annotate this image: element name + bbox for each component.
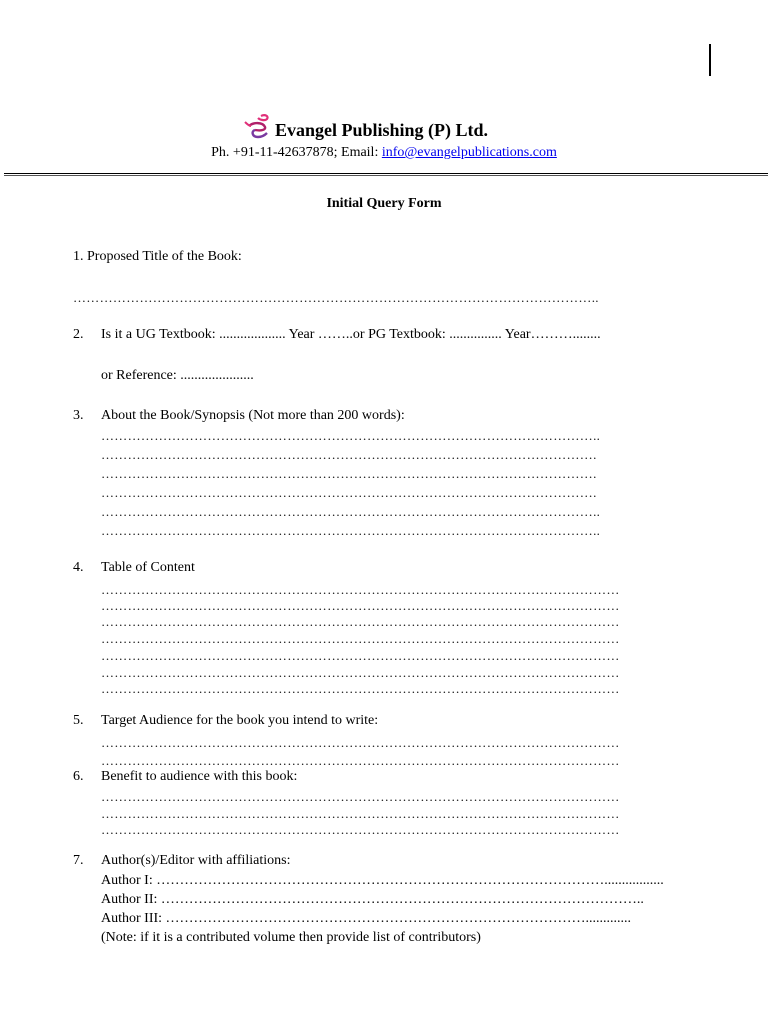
- q5-number: 5.: [73, 713, 84, 728]
- q6-number: 6.: [73, 769, 84, 784]
- q3-answer-line[interactable]: ………………………………………………………………………………………………….: [101, 485, 597, 500]
- q4-number: 4.: [73, 560, 84, 575]
- author-2-line[interactable]: Author II: …………………………………………………………………………………………..: [101, 892, 644, 907]
- header-divider-secondary: [4, 175, 768, 176]
- q4-answer-line[interactable]: ………………………………………………………………………………………………………: [101, 598, 620, 613]
- email-link[interactable]: info@evangelpublications.com: [381, 145, 557, 160]
- phone-text: Ph. +91-11-42637878; Email:: [211, 145, 382, 160]
- q7-label: Author(s)/Editor with affiliations:: [101, 853, 291, 868]
- company-name: Evangel Publishing (P) Ltd.: [275, 120, 489, 140]
- q5-answer-line[interactable]: ………………………………………………………………………………………………………: [101, 753, 620, 768]
- q5-label: Target Audience for the book you intend to write:: [101, 713, 379, 728]
- q2-line-2[interactable]: or Reference: .....................: [101, 368, 254, 383]
- contributors-note: (Note: if it is a contributed volume then provide list of contributors): [101, 930, 481, 945]
- q3-answer-line[interactable]: …………………………………………………………………………………………………..: [101, 523, 601, 538]
- author-3-line[interactable]: Author III: ……………………………………………………………………………….............: [101, 911, 632, 926]
- q1-answer-line[interactable]: ………………………………………………………………………………………………………..: [73, 290, 599, 305]
- text-cursor-bar: [709, 44, 711, 76]
- header-divider: [4, 173, 768, 174]
- author-1-line[interactable]: Author I: …………………………………………………………………………………….................: [101, 873, 664, 888]
- q4-answer-line[interactable]: ………………………………………………………………………………………………………: [101, 665, 620, 680]
- q6-label: Benefit to audience with this book:: [101, 769, 298, 784]
- q1-label: 1. Proposed Title of the Book:: [73, 249, 242, 264]
- q7-number: 7.: [73, 853, 84, 868]
- q6-answer-line[interactable]: ………………………………………………………………………………………………………: [101, 822, 620, 837]
- q4-answer-line[interactable]: ………………………………………………………………………………………………………: [101, 631, 620, 646]
- q3-answer-line[interactable]: …………………………………………………………………………………………………..: [101, 504, 601, 519]
- q6-answer-line[interactable]: ………………………………………………………………………………………………………: [101, 806, 620, 821]
- q5-answer-line[interactable]: ………………………………………………………………………………………………………: [101, 735, 620, 750]
- q4-answer-line[interactable]: ………………………………………………………………………………………………………: [101, 648, 620, 663]
- q3-answer-line[interactable]: …………………………………………………………………………………………………..: [101, 428, 601, 443]
- q4-answer-line[interactable]: ………………………………………………………………………………………………………: [101, 582, 620, 597]
- q3-label: About the Book/Synopsis (Not more than 200 words):: [101, 408, 405, 423]
- q3-number: 3.: [73, 408, 84, 423]
- q4-answer-line[interactable]: ………………………………………………………………………………………………………: [101, 681, 620, 696]
- contact-line: [0, 145, 768, 161]
- q4-label: Table of Content: [101, 560, 195, 575]
- q2-number: 2.: [73, 327, 84, 342]
- q3-answer-line[interactable]: ………………………………………………………………………………………………….: [101, 447, 597, 462]
- evangel-logo-icon: [243, 114, 273, 140]
- q3-answer-line[interactable]: ………………………………………………………………………………………………….: [101, 466, 597, 481]
- q2-line-1[interactable]: Is it a UG Textbook: ................... Year ……..or PG Textbook: ............... Year………........: [101, 327, 601, 342]
- q4-answer-line[interactable]: ………………………………………………………………………………………………………: [101, 614, 620, 629]
- q6-answer-line[interactable]: ………………………………………………………………………………………………………: [101, 789, 620, 804]
- form-title: Initial Query Form: [326, 196, 442, 211]
